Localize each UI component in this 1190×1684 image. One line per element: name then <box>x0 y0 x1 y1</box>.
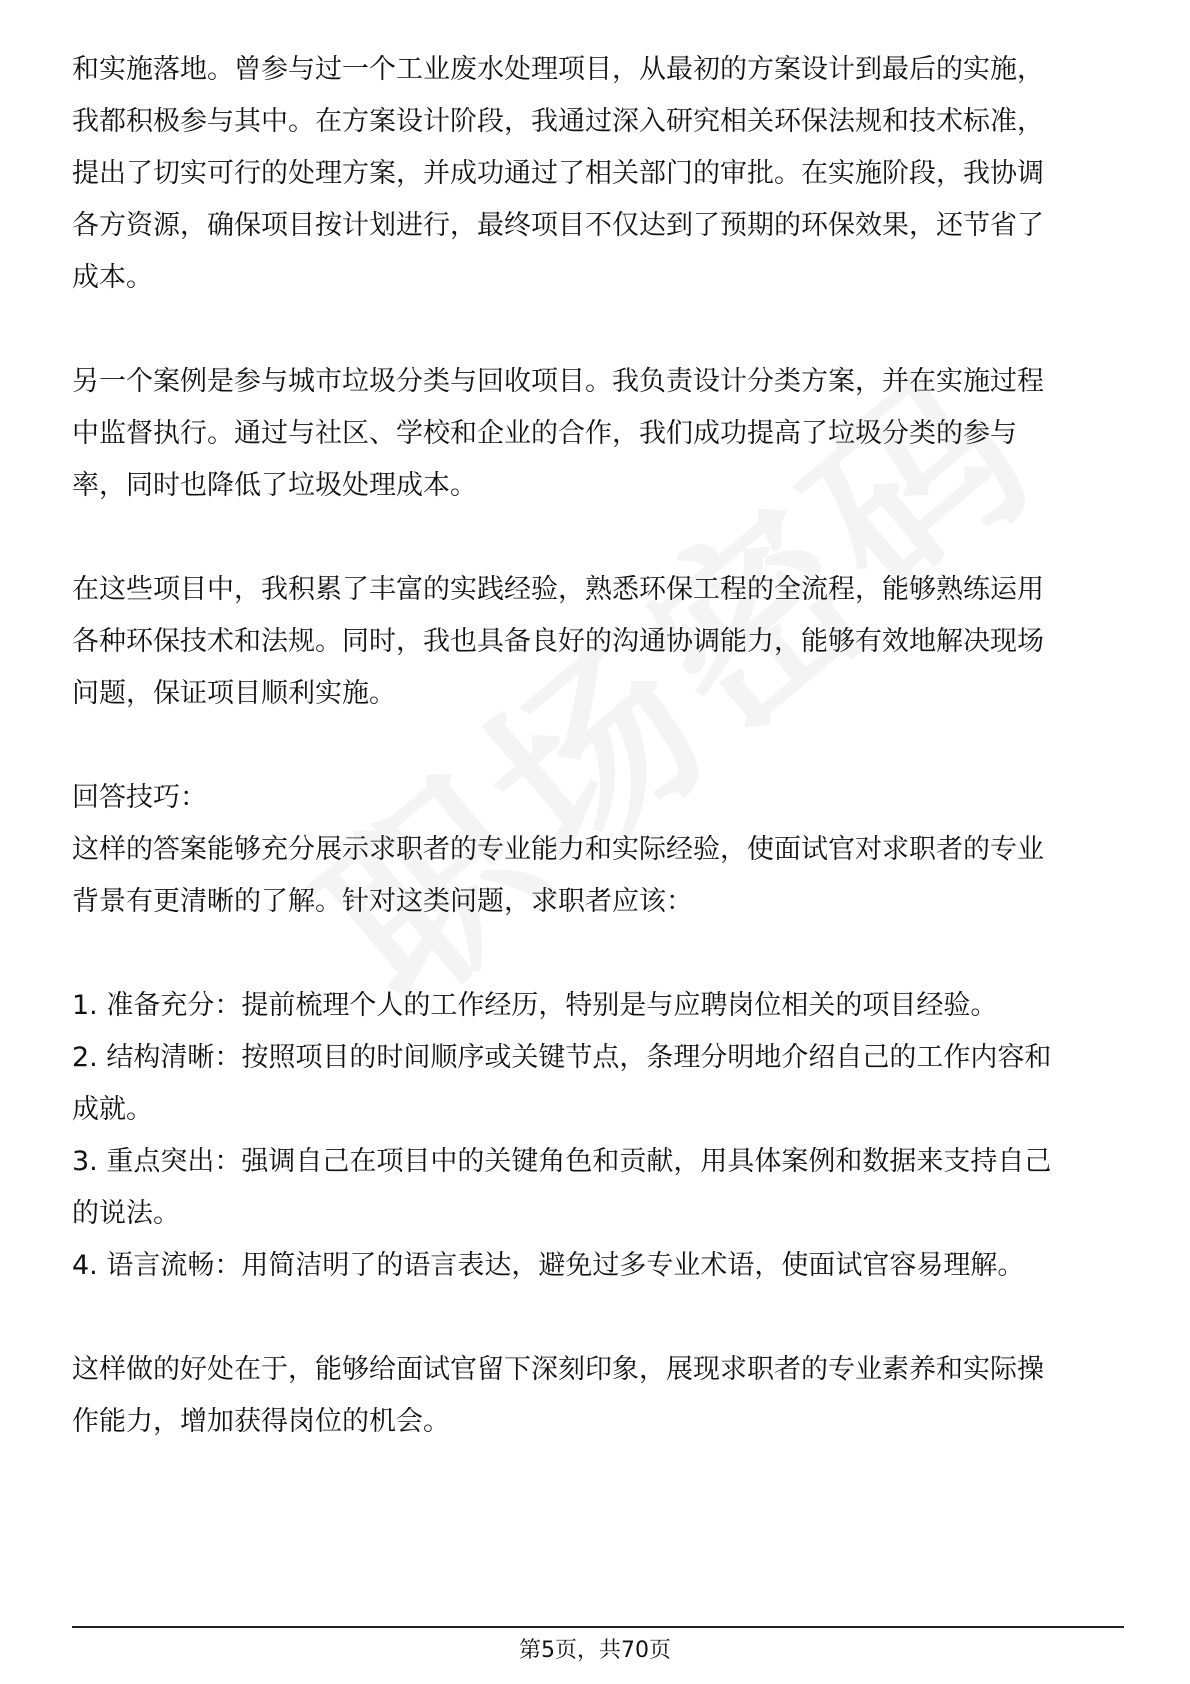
paragraph-gap <box>72 1292 1122 1344</box>
list-item: 4. 语言流畅：用简洁明了的语言表达，避免过多专业术语，使面试官容易理解。 <box>72 1250 1025 1281</box>
text-line: 和实施落地。曾参与过一个工业废水处理项目，从最初的方案设计到最后的实施， <box>72 54 1044 85</box>
text-line: 另一个案例是参与城市垃圾分类与回收项目。我负责设计分类方案，并在实施过程 <box>72 366 1044 397</box>
text-line: 这样做的好处在于，能够给面试官留下深刻印象，展现求职者的专业素养和实际操 <box>72 1354 1044 1385</box>
text-line: 作能力，增加获得岗位的机会。 <box>72 1406 450 1437</box>
text-line: 在这些项目中，我积累了丰富的实践经验，熟悉环保工程的全流程，能够熟练运用 <box>72 574 1044 605</box>
text-line: 各方资源，确保项目按计划进行，最终项目不仅达到了预期的环保效果，还节省了 <box>72 210 1044 241</box>
text-line: 各种环保技术和法规。同时，我也具备良好的沟通协调能力，能够有效地解决现场 <box>72 626 1044 657</box>
list-item-continuation: 的说法。 <box>72 1198 180 1229</box>
text-line: 背景有更清晰的了解。针对这类问题，求职者应该： <box>72 886 693 917</box>
list-item-continuation: 成就。 <box>72 1094 153 1125</box>
footer-divider <box>72 1626 1124 1628</box>
text-line: 我都积极参与其中。在方案设计阶段，我通过深入研究相关环保法规和技术标准， <box>72 106 1044 137</box>
text-line: 率，同时也降低了垃圾处理成本。 <box>72 470 477 501</box>
page-number: 第5页，共70页 <box>519 1638 671 1663</box>
document-body <box>72 44 1122 1448</box>
paragraph-gap <box>72 928 1122 980</box>
paragraph-gap <box>72 720 1122 772</box>
text-line: 成本。 <box>72 262 153 293</box>
section-heading: 回答技巧： <box>72 782 207 813</box>
paragraph-gap <box>72 512 1122 564</box>
paragraph-gap <box>72 304 1122 356</box>
list-item: 3. 重点突出：强调自己在项目中的关键角色和贡献，用具体案例和数据来支持自己 <box>72 1146 1052 1177</box>
list-item: 1. 准备充分：提前梳理个人的工作经历，特别是与应聘岗位相关的项目经验。 <box>72 990 998 1021</box>
text-line: 这样的答案能够充分展示求职者的专业能力和实际经验，使面试官对求职者的专业 <box>72 834 1044 865</box>
list-item: 2. 结构清晰：按照项目的时间顺序或关键节点，条理分明地介绍自己的工作内容和 <box>72 1042 1052 1073</box>
text-line: 提出了切实可行的处理方案，并成功通过了相关部门的审批。在实施阶段，我协调 <box>72 158 1044 189</box>
text-line: 中监督执行。通过与社区、学校和企业的合作，我们成功提高了垃圾分类的参与 <box>72 418 1017 449</box>
text-line: 问题，保证项目顺利实施。 <box>72 678 396 709</box>
